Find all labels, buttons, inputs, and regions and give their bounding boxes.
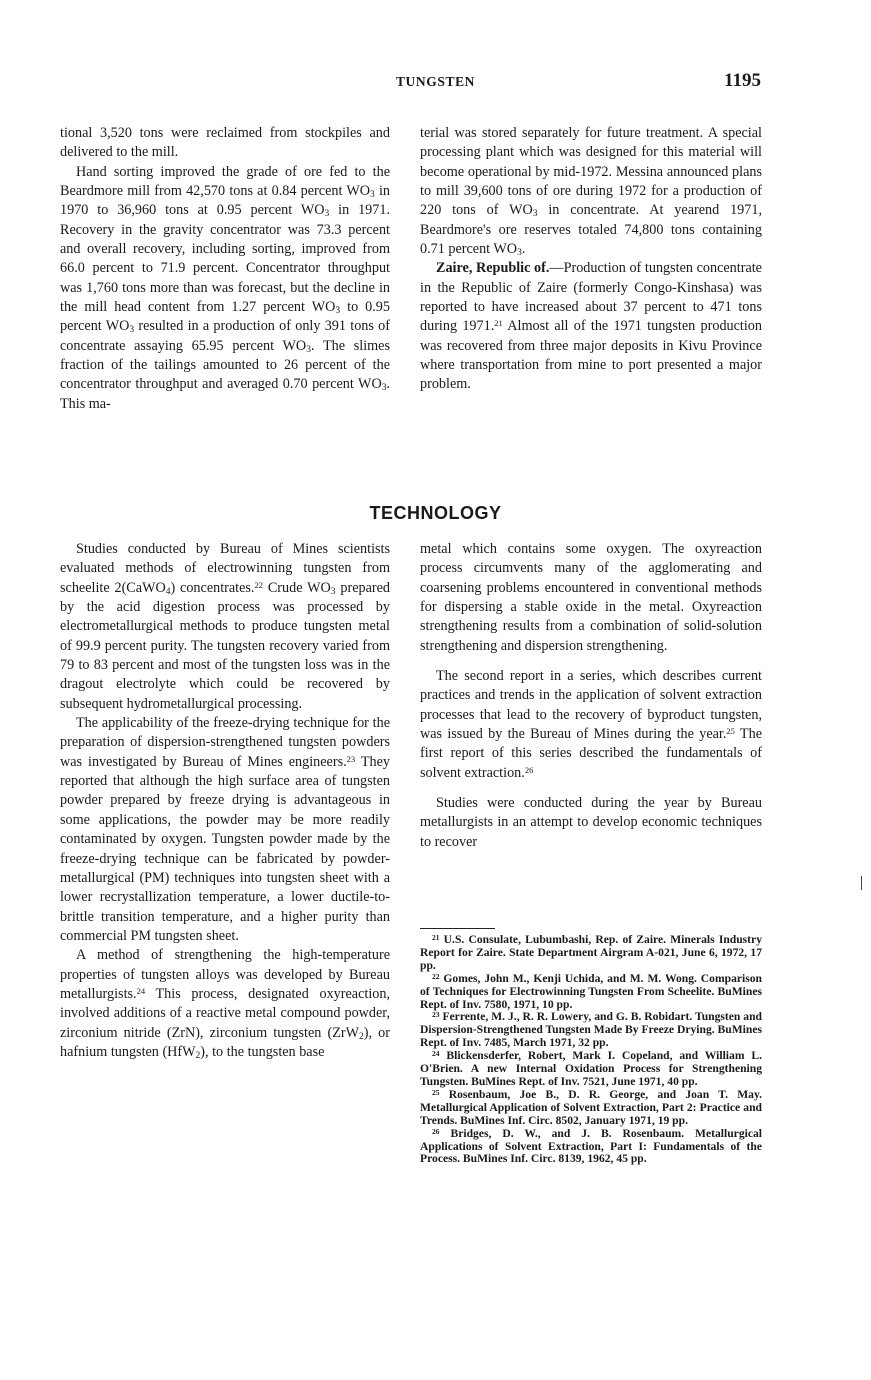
footnote: $^{21}$ U.S. Consulate, Lubumbashi, Rep. of Zaire. Minerals Industry Report for Zaire. State Department Airgram A-021, June 6, 1972, 17 pp. (420, 933, 762, 972)
bottom-right-column (420, 540, 762, 852)
paragraph: A method of strengthening the high-temperature properties of tungsten alloys was developed by Bureau metallurgists.$^{24}$ This process, designated oxyreaction, involved additions of a reactive metal compound powder, zirconium nitride (ZrN), zirconium tungsten (ZrW$_2$), or hafnium tungsten (HfW$_2$), to the tungsten base (60, 947, 390, 1061)
page-number: 1195 (724, 70, 761, 91)
footnote: $^{25}$ Rosenbaum, Joe B., D. R. George, and Joan T. May. Metallurgical Application of Solvent Extraction, Part 2: Practice and Trends. BuMines Inf. Circ. 8502, January 1971, 19 pp. (420, 1087, 762, 1127)
paragraph: The applicability of the freeze-drying technique for the preparation of dispersion-strengthened tungsten powders was investigated by Bureau of Mines engineers.$^{23}$ They reported that although the high surface area of tungsten powder prepared by freeze drying is advantageous in some applications, the powder may be more readily contaminated by oxygen. Tungsten powder made by the freeze-drying technique can be fabricated by powder-metallurgical (PM) techniques into tungsten sheet with a lower recrystallization temperature, a lower ductile-to-brittle transition temperature, and a higher purity than commercial PM tungsten sheet. (60, 715, 390, 944)
bottom-left-column (60, 540, 390, 1062)
paragraph: metal which contains some oxygen. The oxyreaction process circumvents many of the agglomerating and coarsening problems encountered in conventional methods for dispersing a stable oxide in the metal. Oxyreaction strengthening results from a combination of solid-solution strengthening and dispersion strengthening. (420, 541, 762, 654)
footnote: $^{23}$ Ferrente, M. J., R. R. Lowery, and G. B. Robidart. Tungsten and Dispersion-Strengthened Tungsten Made By Freeze Drying. BuMines Rept. of Inv. 7485, March 1971, 32 pp. (420, 1010, 762, 1050)
section-heading: TECHNOLOGY (369, 503, 502, 523)
footnote-rule (420, 928, 495, 929)
margin-mark (861, 876, 862, 890)
running-title: TUNGSTEN (395, 74, 476, 89)
top-left-column (60, 124, 390, 414)
paragraph: The second report in a series, which describes current practices and trends in the application of solvent extraction processes that lead to the recovery of byproduct tungsten, was issued by the Bureau of Mines during the year.$^{25}$ The first report of this series described the fundamentals of solvent extraction.$^{26}$ (420, 668, 762, 781)
top-right-column (420, 124, 762, 395)
footnote-ref: 24 (136, 985, 146, 996)
paragraph: Zaire, Republic of.—Production of tungsten concentrate in the Republic of Zaire (formerly Congo-Kinshasa) was reported to have increased about 37 percent to 471 tons during 1971.21 Almost all of the 1971 tungsten production was recovered from three major deposits in Kivu Province where transportation from mine to port presented a major problem. (420, 260, 762, 393)
footnote-ref: 21 (494, 318, 503, 329)
footnote-ref: 26 (524, 764, 534, 775)
paragraph: Hand sorting improved the grade of ore fed to the Beardmore mill from 42,570 tons at 0.84 percent $WO_3$ in 1970 to 36,960 tons at 0.95 percent $WO_3$ in 1971. Recovery in the gravity concentrator was 73.3 percent and overall recovery, including sorting, improved from 66.0 percent to 71.9 percent. Concentrator throughput was 1,760 tons more than was forecast, but the decline in the mill head content from 1.27 percent $WO_3$ to 0.95 percent $WO_3$ resulted in a production of only 391 tons of concentrate assaying 65.95 percent $WO_3$. The slimes fraction of the tailings amounted to 26 percent of the concentrator throughput and averaged 0.70 percent $WO_3$. This ma- (60, 163, 390, 412)
paragraph: tional 3,520 tons were reclaimed from stockpiles and delivered to the mill. (60, 125, 390, 161)
paragraph: Studies were conducted during the year by Bureau metallurgists in an attempt to develop economic techniques to recover (420, 795, 762, 850)
footnote: $^{24}$ Blickensderfer, Robert, Mark I. Copeland, and William L. O'Brien. A new Internal Oxidation Process for Strengthening Tungsten. BuMines Rept. of Inv. 7521, June 1971, 40 pp. (420, 1049, 762, 1088)
footnote: $^{22}$ Gomes, John M., Kenji Uchida, and M. M. Wong. Comparison of Techniques for Electrowinning Tungsten From Scheelite. BuMines Rept. of Inv. 7580, 1971, 10 pp. (420, 971, 762, 1011)
footnotes (420, 934, 762, 1166)
footnote-ref: 23 (346, 753, 356, 764)
paragraph: Studies conducted by Bureau of Mines scientists evaluated methods of electrowinning tungsten from scheelite 2(CaWO$_4$) concentrates.$^{22}$ Crude $WO_3$ prepared by the acid digestion process was processed by electrometallurgical methods to produce tungsten metal of 99.9 percent purity. The tungsten recovery varied from 79 to 83 percent and most of the tungsten loss was in the dragout electrolyte which could be recovered by subsequent hydrometallurgical processing. (60, 541, 390, 712)
paragraph: terial was stored separately for future treatment. A special processing plant which was designed for this material will become operational by mid-1972. Messina announced plans to mill 39,600 tons of ore during 1972 for a production of 220 tons of $WO_3$ in concentrate. At yearend 1971, Beardmore's ore reserves totaled 74,800 tons containing 0.71 percent $WO_3$. (420, 125, 762, 259)
footnote-ref: 25 (726, 726, 735, 737)
footnote-ref: 22 (254, 579, 263, 590)
footnote: $^{26}$ Bridges, D. W., and J. B. Rosenbaum. Metallurgical Applications of Solvent Extraction, Part I: Fundamentals of the Process. BuMines Inf. Circ. 8139, 1962, 45 pp. (420, 1126, 762, 1166)
run-in-heading: Zaire, Republic of. (436, 260, 550, 277)
